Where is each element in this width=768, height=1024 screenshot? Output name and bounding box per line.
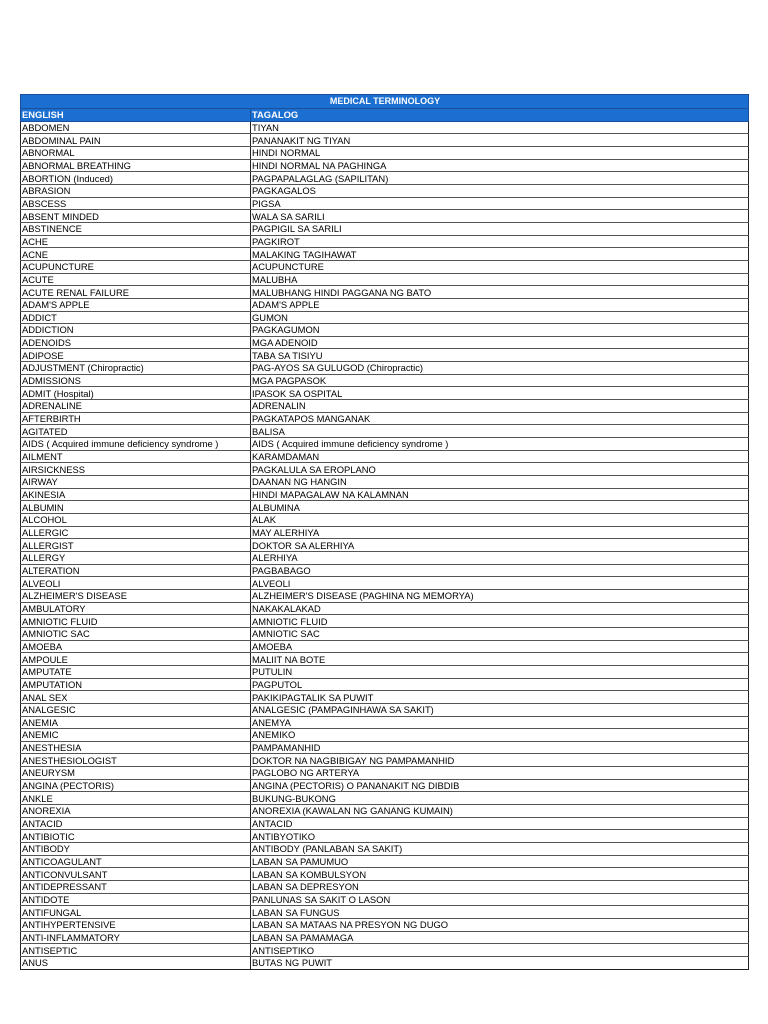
tagalog-cell: LABAN SA KOMBULSYON (251, 868, 749, 881)
english-cell: ADDICT (21, 311, 251, 324)
english-cell: ABRASION (21, 184, 251, 197)
english-cell: ACHE (21, 235, 251, 248)
tagalog-cell: ANTIBODY (PANLABAN SA SAKIT) (251, 843, 749, 856)
table-row (21, 868, 749, 881)
english-cell: AMBULATORY (21, 602, 251, 615)
english-cell: ACNE (21, 248, 251, 261)
table-row (21, 754, 749, 767)
tagalog-cell: DAANAN NG HANGIN (251, 476, 749, 489)
tagalog-cell: PAG-AYOS SA GULUGOD (Chiropractic) (251, 362, 749, 375)
tagalog-cell: ALVEOLI (251, 577, 749, 590)
table-row (21, 235, 749, 248)
english-cell: ADJUSTMENT (Chiropractic) (21, 362, 251, 375)
english-cell: AMOEBA (21, 640, 251, 653)
title-row (21, 95, 749, 109)
tagalog-cell: MALIIT NA BOTE (251, 653, 749, 666)
english-cell: ANESTHESIOLOGIST (21, 754, 251, 767)
tagalog-cell: MALUBHA (251, 273, 749, 286)
english-cell: ANEMIA (21, 716, 251, 729)
english-cell: AIRWAY (21, 476, 251, 489)
table-body (21, 121, 749, 969)
english-cell: AILMENT (21, 450, 251, 463)
tagalog-cell: PANANAKIT NG TIYAN (251, 134, 749, 147)
english-cell: AKINESIA (21, 488, 251, 501)
tagalog-cell: ANALGESIC (PAMPAGINHAWA SA SAKIT) (251, 703, 749, 716)
tagalog-cell: IPASOK SA OSPITAL (251, 387, 749, 400)
table-row (21, 488, 749, 501)
english-cell: ALTERATION (21, 564, 251, 577)
table-row (21, 640, 749, 653)
tagalog-cell: ALAK (251, 514, 749, 527)
tagalog-cell: ADRENALIN (251, 400, 749, 413)
english-cell: ACUPUNCTURE (21, 260, 251, 273)
english-cell: ALBUMIN (21, 501, 251, 514)
table-row (21, 159, 749, 172)
table-row (21, 906, 749, 919)
tagalog-cell: ALBUMINA (251, 501, 749, 514)
english-cell: ALLERGIST (21, 539, 251, 552)
tagalog-cell: PAGKIROT (251, 235, 749, 248)
tagalog-cell: ANTIBYOTIKO (251, 830, 749, 843)
table-row (21, 703, 749, 716)
english-cell: ANTACID (21, 817, 251, 830)
tagalog-cell: PAGPIGIL SA SARILI (251, 222, 749, 235)
table-row (21, 501, 749, 514)
english-cell: ABORTION (Induced) (21, 172, 251, 185)
table-row (21, 716, 749, 729)
tagalog-cell: BALISA (251, 425, 749, 438)
table-row (21, 450, 749, 463)
tagalog-cell: BUKUNG-BUKONG (251, 792, 749, 805)
tagalog-cell: PAKIKIPAGTALIK SA PUWIT (251, 691, 749, 704)
tagalog-cell: TIYAN (251, 121, 749, 134)
header-row (21, 109, 749, 122)
tagalog-cell: PAGKATAPOS MANGANAK (251, 412, 749, 425)
english-cell: ALLERGY (21, 551, 251, 564)
tagalog-cell: PANLUNAS SA SAKIT O LASON (251, 893, 749, 906)
english-cell: ADAM'S APPLE (21, 298, 251, 311)
english-cell: ALVEOLI (21, 577, 251, 590)
tagalog-cell: AMNIOTIC SAC (251, 627, 749, 640)
english-cell: AMPUTATION (21, 678, 251, 691)
table-row (21, 792, 749, 805)
table-row (21, 197, 749, 210)
table-row (21, 260, 749, 273)
table-row (21, 589, 749, 602)
tagalog-cell: HINDI NORMAL (251, 146, 749, 159)
table-row (21, 805, 749, 818)
tagalog-cell: ACUPUNCTURE (251, 260, 749, 273)
english-cell: ANOREXIA (21, 805, 251, 818)
tagalog-cell: ANTACID (251, 817, 749, 830)
tagalog-cell: PAGPUTOL (251, 678, 749, 691)
table-row (21, 184, 749, 197)
tagalog-cell: DOKTOR NA NAGBIBIGAY NG PAMPAMANHID (251, 754, 749, 767)
table-row (21, 387, 749, 400)
table-row (21, 767, 749, 780)
english-cell: ANTIBODY (21, 843, 251, 856)
english-cell: ANTISEPTIC (21, 944, 251, 957)
english-cell: ANTIHYPERTENSIVE (21, 919, 251, 932)
tagalog-cell: LABAN SA MATAAS NA PRESYON NG DUGO (251, 919, 749, 932)
table-row (21, 855, 749, 868)
tagalog-cell: LABAN SA FUNGUS (251, 906, 749, 919)
english-cell: ADMISSIONS (21, 374, 251, 387)
table-row (21, 514, 749, 527)
table-row (21, 121, 749, 134)
table-row (21, 653, 749, 666)
table-row (21, 349, 749, 362)
english-cell: ADRENALINE (21, 400, 251, 413)
tagalog-cell: ANOREXIA (KAWALAN NG GANANG KUMAIN) (251, 805, 749, 818)
english-cell: ABSTINENCE (21, 222, 251, 235)
tagalog-cell: HINDI MAPAGALAW NA KALAMNAN (251, 488, 749, 501)
tagalog-cell: ALZHEIMER'S DISEASE (PAGHINA NG MEMORYA) (251, 589, 749, 602)
tagalog-cell: ANTISEPTIKO (251, 944, 749, 957)
english-cell: AIRSICKNESS (21, 463, 251, 476)
english-cell: ABSCESS (21, 197, 251, 210)
column-header-english: ENGLISH (21, 109, 251, 122)
table-row (21, 615, 749, 628)
english-cell: ANTI-INFLAMMATORY (21, 931, 251, 944)
tagalog-cell: PUTULIN (251, 665, 749, 678)
table-row (21, 931, 749, 944)
table-row (21, 400, 749, 413)
tagalog-cell: LABAN SA PAMUMUO (251, 855, 749, 868)
tagalog-cell: DOKTOR SA ALERHIYA (251, 539, 749, 552)
english-cell: ANGINA (PECTORIS) (21, 779, 251, 792)
tagalog-cell: AMOEBA (251, 640, 749, 653)
table-row (21, 678, 749, 691)
english-cell: ABDOMINAL PAIN (21, 134, 251, 147)
english-cell: ALCOHOL (21, 514, 251, 527)
english-cell: ANTIDOTE (21, 893, 251, 906)
tagalog-cell: ALERHIYA (251, 551, 749, 564)
table-row (21, 779, 749, 792)
tagalog-cell: LABAN SA DEPRESYON (251, 881, 749, 894)
terminology-table (20, 94, 749, 970)
tagalog-cell: BUTAS NG PUWIT (251, 956, 749, 969)
tagalog-cell: PAGBABAGO (251, 564, 749, 577)
table-row (21, 273, 749, 286)
table-row (21, 134, 749, 147)
english-cell: ADIPOSE (21, 349, 251, 362)
english-cell: ANESTHESIA (21, 741, 251, 754)
english-cell: AMPOULE (21, 653, 251, 666)
table-row (21, 222, 749, 235)
table-row (21, 830, 749, 843)
table-row (21, 564, 749, 577)
table-row (21, 298, 749, 311)
table-row (21, 210, 749, 223)
tagalog-cell: PAGKALULA SA EROPLANO (251, 463, 749, 476)
tagalog-cell: NAKAKALAKAD (251, 602, 749, 615)
english-cell: ALLERGIC (21, 526, 251, 539)
english-cell: AFTERBIRTH (21, 412, 251, 425)
tagalog-cell: LABAN SA PAMAMAGA (251, 931, 749, 944)
table-row (21, 919, 749, 932)
table-row (21, 311, 749, 324)
english-cell: AMNIOTIC SAC (21, 627, 251, 640)
english-cell: ANTICONVULSANT (21, 868, 251, 881)
english-cell: AMNIOTIC FLUID (21, 615, 251, 628)
english-cell: ANAL SEX (21, 691, 251, 704)
english-cell: ANTIFUNGAL (21, 906, 251, 919)
table-row (21, 463, 749, 476)
tagalog-cell: ADAM'S APPLE (251, 298, 749, 311)
english-cell: ACUTE (21, 273, 251, 286)
english-cell: AIDS ( Acquired immune deficiency syndrome ) (21, 438, 251, 451)
tagalog-cell: ANEMIKO (251, 729, 749, 742)
table-row (21, 956, 749, 969)
table-row (21, 627, 749, 640)
tagalog-cell: KARAMDAMAN (251, 450, 749, 463)
table-row (21, 336, 749, 349)
english-cell: ABSENT MINDED (21, 210, 251, 223)
table-row (21, 729, 749, 742)
tagalog-cell: HINDI NORMAL NA PAGHINGA (251, 159, 749, 172)
tagalog-cell: PAGLOBO NG ARTERYA (251, 767, 749, 780)
tagalog-cell: MAY ALERHIYA (251, 526, 749, 539)
table-row (21, 817, 749, 830)
table-row (21, 146, 749, 159)
english-cell: ABDOMEN (21, 121, 251, 134)
table-row (21, 893, 749, 906)
english-cell: ANTIBIOTIC (21, 830, 251, 843)
english-cell: ADENOIDS (21, 336, 251, 349)
english-cell: ANEMIC (21, 729, 251, 742)
tagalog-cell: MGA ADENOID (251, 336, 749, 349)
english-cell: ABNORMAL (21, 146, 251, 159)
table-row (21, 881, 749, 894)
english-cell: ANTIDEPRESSANT (21, 881, 251, 894)
table-row (21, 324, 749, 337)
english-cell: ALZHEIMER'S DISEASE (21, 589, 251, 602)
english-cell: ACUTE RENAL FAILURE (21, 286, 251, 299)
tagalog-cell: PAGPAPALAGLAG (SAPILITAN) (251, 172, 749, 185)
table-row (21, 425, 749, 438)
table-row (21, 741, 749, 754)
table-row (21, 577, 749, 590)
table-row (21, 602, 749, 615)
column-header-tagalog: TAGALOG (251, 109, 749, 122)
tagalog-cell: PAGKAGALOS (251, 184, 749, 197)
table-row (21, 412, 749, 425)
english-cell: ANTICOAGULANT (21, 855, 251, 868)
english-cell: ANALGESIC (21, 703, 251, 716)
tagalog-cell: AIDS ( Acquired immune deficiency syndrome ) (251, 438, 749, 451)
english-cell: ADMIT (Hospital) (21, 387, 251, 400)
english-cell: ADDICTION (21, 324, 251, 337)
table-title: MEDICAL TERMINOLOGY (21, 95, 749, 109)
table-row (21, 539, 749, 552)
english-cell: AGITATED (21, 425, 251, 438)
english-cell: ANKLE (21, 792, 251, 805)
table-row (21, 526, 749, 539)
tagalog-cell: AMNIOTIC FLUID (251, 615, 749, 628)
tagalog-cell: MGA PAGPASOK (251, 374, 749, 387)
tagalog-cell: PIGSA (251, 197, 749, 210)
table-row (21, 248, 749, 261)
english-cell: ANUS (21, 956, 251, 969)
table-row (21, 438, 749, 451)
table-row (21, 476, 749, 489)
table-row (21, 374, 749, 387)
english-cell: ABNORMAL BREATHING (21, 159, 251, 172)
table-row (21, 172, 749, 185)
tagalog-cell: WALA SA SARILI (251, 210, 749, 223)
english-cell: ANEURYSM (21, 767, 251, 780)
tagalog-cell: ANEMYA (251, 716, 749, 729)
table-row (21, 551, 749, 564)
english-cell: AMPUTATE (21, 665, 251, 678)
table-row (21, 665, 749, 678)
tagalog-cell: GUMON (251, 311, 749, 324)
table-row (21, 362, 749, 375)
table-row (21, 843, 749, 856)
table-row (21, 944, 749, 957)
tagalog-cell: MALAKING TAGIHAWAT (251, 248, 749, 261)
tagalog-cell: PAGKAGUMON (251, 324, 749, 337)
tagalog-cell: MALUBHANG HINDI PAGGANA NG BATO (251, 286, 749, 299)
table-row (21, 691, 749, 704)
tagalog-cell: TABA SA TISIYU (251, 349, 749, 362)
table-row (21, 286, 749, 299)
tagalog-cell: PAMPAMANHID (251, 741, 749, 754)
tagalog-cell: ANGINA (PECTORIS) O PANANAKIT NG DIBDIB (251, 779, 749, 792)
